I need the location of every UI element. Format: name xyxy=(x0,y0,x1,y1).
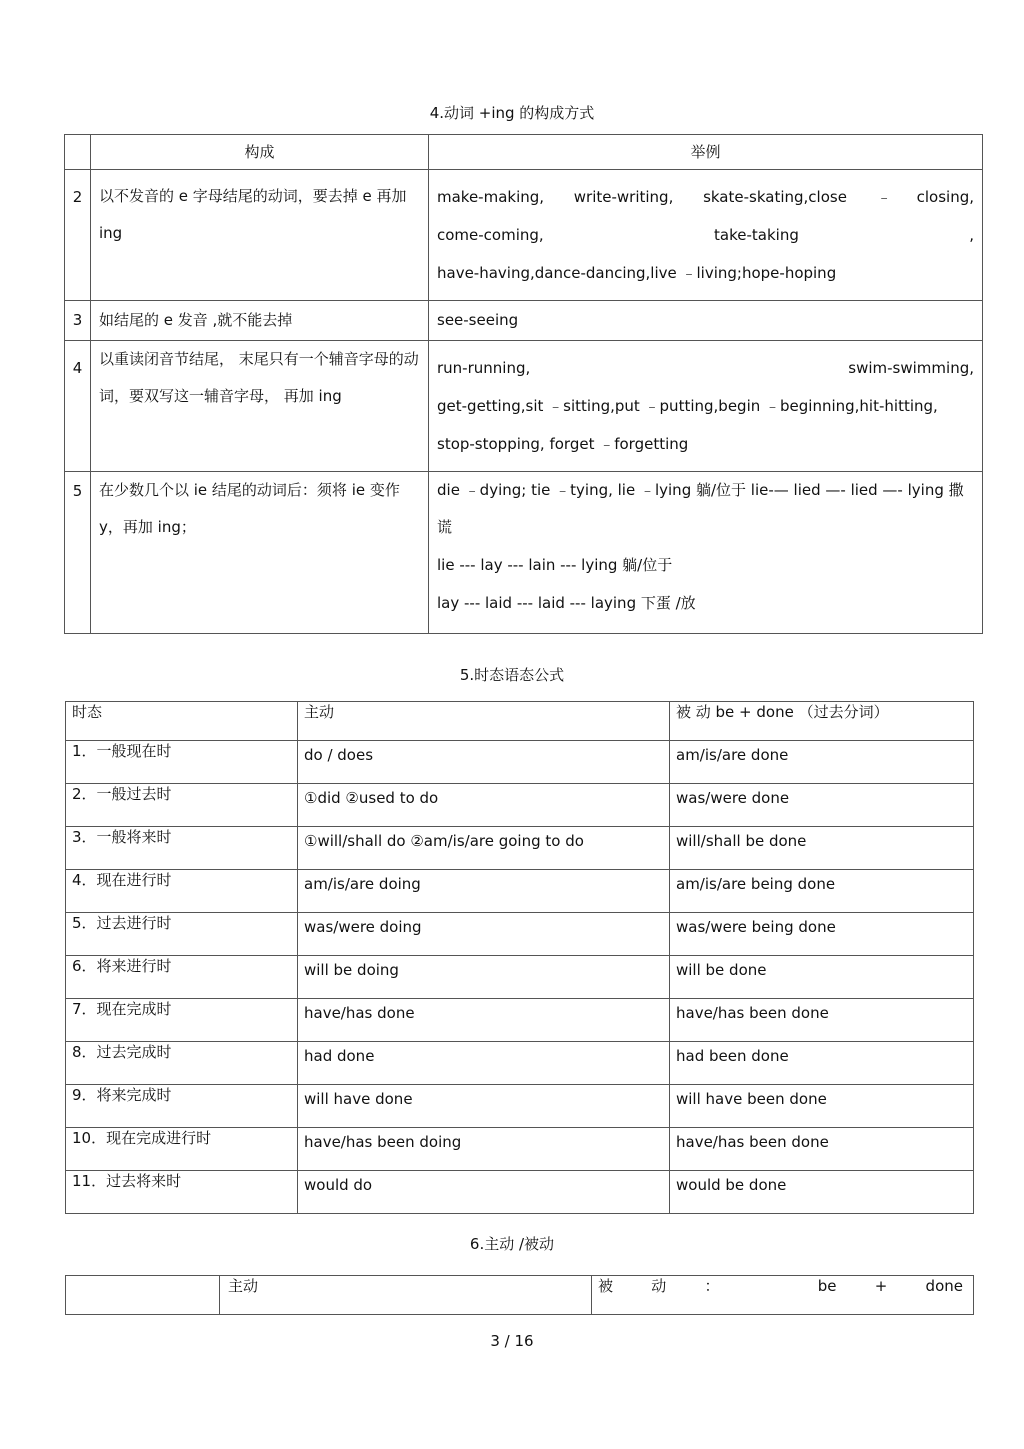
rule-cell: 在少数几个以 ie 结尾的动词后：须将 ie 变作 y，再加 ing； xyxy=(91,472,429,634)
table-header-row xyxy=(66,702,974,741)
example-cell xyxy=(429,170,983,301)
section-6-title: 6.主动 /被动 xyxy=(469,1235,555,1253)
active-cell: do / does xyxy=(298,741,670,784)
tense-cell: 10．现在完成进行时 xyxy=(66,1128,298,1171)
tense-cell: 2．一般过去时 xyxy=(66,784,298,827)
header-tense: 时态 xyxy=(66,702,298,741)
section-5-title: 5.时态语态公式 xyxy=(459,666,565,684)
header-active: 主动 xyxy=(298,702,670,741)
tense-cell: 9．将来完成时 xyxy=(66,1085,298,1128)
table-row xyxy=(66,999,974,1042)
passive-cell: was/were being done xyxy=(670,913,974,956)
row-number: 3 xyxy=(65,301,91,341)
example-line: make-making, write-writing, skate-skating,close ﹣closing, xyxy=(437,188,974,206)
table-row xyxy=(66,741,974,784)
active-passive-table xyxy=(65,1275,974,1315)
row-number: 2 xyxy=(65,170,91,301)
header-num-cell xyxy=(65,135,91,170)
table-row xyxy=(66,1128,974,1171)
example-line: get-getting,sit ﹣sitting,put ﹣putting,begin ﹣beginning,hit-hitting, xyxy=(437,397,938,415)
example-cell xyxy=(429,472,983,634)
table-row xyxy=(66,1171,974,1214)
header-example: 举例 xyxy=(429,135,983,170)
passive-cell: will be done xyxy=(670,956,974,999)
example-line: lie --- lay --- lain --- lying 躺/位于 xyxy=(437,556,673,574)
passive-cell: am/is/are done xyxy=(670,741,974,784)
active-cell: ①did ②used to do xyxy=(298,784,670,827)
tense-cell: 3．一般将来时 xyxy=(66,827,298,870)
header-rule: 构成 xyxy=(91,135,429,170)
tense-cell: 8．过去完成时 xyxy=(66,1042,298,1085)
passive-cell: would be done xyxy=(670,1171,974,1214)
header-empty xyxy=(66,1276,220,1315)
tense-cell: 1．一般现在时 xyxy=(66,741,298,784)
table-row xyxy=(66,870,974,913)
example-line: stop-stopping, forget ﹣forgetting xyxy=(437,435,689,453)
passive-cell: was/were done xyxy=(670,784,974,827)
header-active: 主动 xyxy=(220,1276,592,1315)
page-number: 3 / 16 xyxy=(490,1332,534,1350)
passive-cell: have/has been done xyxy=(670,1128,974,1171)
table-header-row xyxy=(66,1276,974,1315)
header-passive: 被 动 be + done （过去分词） xyxy=(670,702,974,741)
rule-cell: 以不发音的 e 字母结尾的动词，要去掉 e 再加 ing xyxy=(91,170,429,301)
tense-cell: 7．现在完成时 xyxy=(66,999,298,1042)
tense-cell: 11．过去将来时 xyxy=(66,1171,298,1214)
table-header-row xyxy=(65,135,983,170)
example-line: die ﹣dying; tie ﹣tying, lie ﹣lying 躺/位于 lie-— lied —- lied —- lying 撒谎 xyxy=(437,481,964,536)
active-cell: will be doing xyxy=(298,956,670,999)
passive-cell: had been done xyxy=(670,1042,974,1085)
tense-cell: 4．现在进行时 xyxy=(66,870,298,913)
active-cell: ①will/shall do ②am/is/are going to do xyxy=(298,827,670,870)
table-row xyxy=(66,913,974,956)
tense-cell: 5．过去进行时 xyxy=(66,913,298,956)
table-row xyxy=(65,301,983,341)
table-row xyxy=(66,1085,974,1128)
rule-cell: 以重读闭音节结尾， 末尾只有一个辅音字母的动词，要双写这一辅音字母， 再加 ing xyxy=(91,341,429,472)
example-cell xyxy=(429,301,983,341)
active-cell: am/is/are doing xyxy=(298,870,670,913)
tense-voice-table xyxy=(65,701,974,1214)
table-row xyxy=(66,1042,974,1085)
example-line: run-running, swim-swimming, xyxy=(437,359,974,377)
active-cell: had done xyxy=(298,1042,670,1085)
section-4-title: 4.动词 +ing 的构成方式 xyxy=(429,104,595,122)
passive-label-part: be xyxy=(817,1277,837,1295)
table-row xyxy=(65,341,983,472)
passive-cell: have/has been done xyxy=(670,999,974,1042)
active-cell: will have done xyxy=(298,1085,670,1128)
example-line: have-having,dance-dancing,live ﹣living;hope-hoping xyxy=(437,264,837,282)
table-row xyxy=(66,784,974,827)
example-line: see-seeing xyxy=(437,311,519,329)
rule-cell: 如结尾的 e 发音 ,就不能去掉 xyxy=(91,301,429,341)
table-row xyxy=(65,472,983,634)
passive-label-part: 被 xyxy=(598,1277,614,1295)
example-line: come-coming, take-taking , xyxy=(437,226,974,244)
table-row xyxy=(66,827,974,870)
table-row xyxy=(65,170,983,301)
passive-cell: am/is/are being done xyxy=(670,870,974,913)
row-number: 5 xyxy=(65,472,91,634)
passive-label-part: + xyxy=(874,1277,888,1295)
passive-label-part: ： xyxy=(704,1277,720,1295)
active-cell: have/has been doing xyxy=(298,1128,670,1171)
row-number: 4 xyxy=(65,341,91,472)
passive-label-part: 动 xyxy=(651,1277,667,1295)
active-cell: was/were doing xyxy=(298,913,670,956)
tense-cell: 6．将来进行时 xyxy=(66,956,298,999)
active-cell: would do xyxy=(298,1171,670,1214)
example-line: lay --- laid --- laid --- laying 下蛋 /放 xyxy=(437,594,696,612)
table-row xyxy=(66,956,974,999)
header-passive xyxy=(592,1276,974,1315)
ing-formation-table xyxy=(64,134,983,634)
passive-cell: will have been done xyxy=(670,1085,974,1128)
passive-cell: will/shall be done xyxy=(670,827,974,870)
passive-label-part: done xyxy=(925,1277,963,1295)
example-cell xyxy=(429,341,983,472)
active-cell: have/has done xyxy=(298,999,670,1042)
